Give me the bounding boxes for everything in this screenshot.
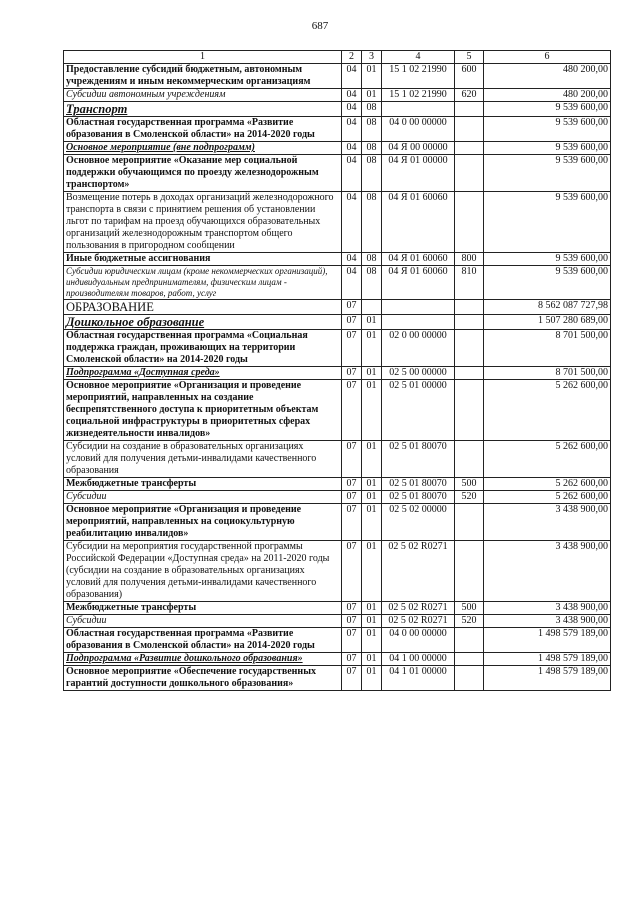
section-cell: 07: [342, 653, 362, 666]
section-cell: 07: [342, 666, 362, 691]
table-row: [64, 192, 611, 253]
target-article-cell: 02 5 01 00000: [382, 380, 455, 441]
target-article-cell: 02 5 02 00000: [382, 504, 455, 541]
target-article-cell: 02 5 01 80070: [382, 491, 455, 504]
page-number: 687: [311, 20, 329, 32]
subsection-cell: 08: [362, 253, 382, 266]
expense-type-cell: [455, 155, 484, 192]
row-name-cell: Иные бюджетные ассигнования: [64, 253, 342, 266]
row-name-cell: Областная государственная программа «Развитие образования в Смоленской области» на 2014-2020 годы: [64, 628, 342, 653]
row-name-cell: Субсидии автономным учреждениям: [64, 89, 342, 102]
subsection-cell: 01: [362, 478, 382, 491]
expense-type-cell: [455, 504, 484, 541]
section-cell: 07: [342, 628, 362, 653]
section-cell: 07: [342, 491, 362, 504]
amount-cell: 3 438 900,00: [484, 615, 611, 628]
section-cell: 04: [342, 117, 362, 142]
subsection-cell: 08: [362, 266, 382, 300]
row-name-cell: Субсидии на создание в образовательных организациях условий для получения детьми-инвалидами качественного образования: [64, 441, 342, 478]
row-name-cell: Основное мероприятие «Организация и проведение мероприятий, направленных на социокультурную реабилитацию инвалидов»: [64, 504, 342, 541]
subsection-cell: 01: [362, 491, 382, 504]
table-row: [64, 266, 611, 300]
row-name-cell: Подпрограмма «Доступная среда»: [64, 367, 342, 380]
row-name-cell: Предоставление субсидий бюджетным, автономным учреждениям и иным некоммерческим организациям: [64, 64, 342, 89]
amount-cell: 9 539 600,00: [484, 102, 611, 117]
expense-type-cell: 520: [455, 491, 484, 504]
target-article-cell: 04 Я 01 60060: [382, 266, 455, 300]
expense-type-cell: [455, 102, 484, 117]
amount-cell: 8 701 500,00: [484, 367, 611, 380]
row-name-cell: Основное мероприятие «Организация и проведение мероприятий, направленных на создание беспрепятственного доступа к приоритетным объектам социальной инфраструктуры в приоритетных сферах жизнедеятельности инвалидов»: [64, 380, 342, 441]
table-body: [64, 64, 611, 691]
amount-cell: 8 562 087 727,98: [484, 300, 611, 315]
row-name-cell: Областная государственная программа «Развитие образования в Смоленской области» на 2014-2020 годы: [64, 117, 342, 142]
section-cell: 04: [342, 142, 362, 155]
subsection-cell: 01: [362, 653, 382, 666]
section-cell: 04: [342, 253, 362, 266]
section-cell: 07: [342, 602, 362, 615]
amount-cell: 5 262 600,00: [484, 441, 611, 478]
expense-type-cell: [455, 380, 484, 441]
table-row: [64, 478, 611, 491]
target-article-cell: 02 5 02 R0271: [382, 541, 455, 602]
amount-cell: 9 539 600,00: [484, 117, 611, 142]
amount-cell: 1 498 579 189,00: [484, 628, 611, 653]
row-name-cell: Основное мероприятие «Обеспечение государственных гарантий доступности дошкольного образования»: [64, 666, 342, 691]
amount-cell: 9 539 600,00: [484, 253, 611, 266]
target-article-cell: 04 0 00 00000: [382, 117, 455, 142]
amount-cell: 5 262 600,00: [484, 491, 611, 504]
table-row: [64, 380, 611, 441]
subsection-cell: 01: [362, 315, 382, 330]
section-cell: 07: [342, 380, 362, 441]
table-row: [64, 504, 611, 541]
expense-type-cell: [455, 117, 484, 142]
header-col-5: 5: [455, 51, 484, 64]
target-article-cell: 02 5 01 80070: [382, 441, 455, 478]
target-article-cell: 04 1 01 00000: [382, 666, 455, 691]
amount-cell: 1 498 579 189,00: [484, 666, 611, 691]
budget-table: [63, 50, 611, 691]
table-row: [64, 64, 611, 89]
amount-cell: 9 539 600,00: [484, 192, 611, 253]
row-name-cell: Транспорт: [64, 102, 342, 117]
table-row: [64, 441, 611, 478]
header-col-6: 6: [484, 51, 611, 64]
subsection-cell: 01: [362, 64, 382, 89]
subsection-cell: 01: [362, 615, 382, 628]
table-row: [64, 300, 611, 315]
target-article-cell: 04 Я 01 60060: [382, 253, 455, 266]
section-cell: 07: [342, 315, 362, 330]
section-cell: 07: [342, 300, 362, 315]
expense-type-cell: 800: [455, 253, 484, 266]
expense-type-cell: [455, 441, 484, 478]
expense-type-cell: [455, 628, 484, 653]
row-name-cell: Возмещение потерь в доходах организаций железнодорожного транспорта в связи с принятием решения об установлении льгот по тарифам на проезд обучающихся образовательных организаций железнодорожным транспортом общего пользования в пригородном сообщении: [64, 192, 342, 253]
section-cell: 07: [342, 330, 362, 367]
amount-cell: 3 438 900,00: [484, 541, 611, 602]
subsection-cell: 01: [362, 666, 382, 691]
expense-type-cell: 620: [455, 89, 484, 102]
table-row: [64, 602, 611, 615]
target-article-cell: 02 0 00 00000: [382, 330, 455, 367]
row-name-cell: Субсидии на мероприятия государственной программы Российской Федерации «Доступная среда» на 2011-2020 годы (субсидии на создание в образовательных организациях условий для получения детьми-инвалидами качественного образования): [64, 541, 342, 602]
target-article-cell: 15 1 02 21990: [382, 64, 455, 89]
amount-cell: 3 438 900,00: [484, 504, 611, 541]
table-row: [64, 155, 611, 192]
amount-cell: 5 262 600,00: [484, 478, 611, 491]
section-cell: 07: [342, 615, 362, 628]
section-cell: 07: [342, 367, 362, 380]
amount-cell: 8 701 500,00: [484, 330, 611, 367]
target-article-cell: [382, 315, 455, 330]
subsection-cell: 01: [362, 541, 382, 602]
expense-type-cell: [455, 330, 484, 367]
subsection-cell: 08: [362, 155, 382, 192]
section-cell: 04: [342, 192, 362, 253]
subsection-cell: [362, 300, 382, 315]
table-row: [64, 117, 611, 142]
amount-cell: 5 262 600,00: [484, 380, 611, 441]
amount-cell: 9 539 600,00: [484, 155, 611, 192]
target-article-cell: 02 5 02 R0271: [382, 602, 455, 615]
row-name-cell: Подпрограмма «Развитие дошкольного образования»: [64, 653, 342, 666]
target-article-cell: 02 5 00 00000: [382, 367, 455, 380]
expense-type-cell: 500: [455, 602, 484, 615]
table-row: [64, 615, 611, 628]
amount-cell: 480 200,00: [484, 64, 611, 89]
table-row: [64, 89, 611, 102]
expense-type-cell: [455, 367, 484, 380]
subsection-cell: 01: [362, 628, 382, 653]
target-article-cell: 04 0 00 00000: [382, 628, 455, 653]
section-cell: 04: [342, 266, 362, 300]
subsection-cell: 01: [362, 504, 382, 541]
subsection-cell: 08: [362, 142, 382, 155]
target-article-cell: 04 Я 00 00000: [382, 142, 455, 155]
table-row: [64, 253, 611, 266]
expense-type-cell: [455, 541, 484, 602]
target-article-cell: 04 1 00 00000: [382, 653, 455, 666]
row-name-cell: ОБРАЗОВАНИЕ: [64, 300, 342, 315]
target-article-cell: 02 5 01 80070: [382, 478, 455, 491]
subsection-cell: 08: [362, 192, 382, 253]
target-article-cell: 02 5 02 R0271: [382, 615, 455, 628]
subsection-cell: 08: [362, 102, 382, 117]
section-cell: 07: [342, 541, 362, 602]
table-row: [64, 315, 611, 330]
subsection-cell: 01: [362, 330, 382, 367]
subsection-cell: 01: [362, 441, 382, 478]
row-name-cell: Дошкольное образование: [64, 315, 342, 330]
row-name-cell: Областная государственная программа «Социальная поддержка граждан, проживающих на территории Смоленской области» на 2014-2020 годы: [64, 330, 342, 367]
table-row: [64, 666, 611, 691]
amount-cell: 9 539 600,00: [484, 266, 611, 300]
section-cell: 07: [342, 441, 362, 478]
section-cell: 04: [342, 102, 362, 117]
expense-type-cell: [455, 192, 484, 253]
row-name-cell: Субсидии: [64, 615, 342, 628]
subsection-cell: 08: [362, 117, 382, 142]
expense-type-cell: 500: [455, 478, 484, 491]
subsection-cell: 01: [362, 367, 382, 380]
table-row: [64, 102, 611, 117]
table-row: [64, 330, 611, 367]
expense-type-cell: [455, 300, 484, 315]
amount-cell: 3 438 900,00: [484, 602, 611, 615]
table-row: [64, 653, 611, 666]
header-col-1: 1: [64, 51, 342, 64]
section-cell: 04: [342, 155, 362, 192]
amount-cell: 480 200,00: [484, 89, 611, 102]
table-row: [64, 142, 611, 155]
subsection-cell: 01: [362, 380, 382, 441]
expense-type-cell: 600: [455, 64, 484, 89]
expense-type-cell: [455, 653, 484, 666]
target-article-cell: 15 1 02 21990: [382, 89, 455, 102]
amount-cell: 1 507 280 689,00: [484, 315, 611, 330]
expense-type-cell: 810: [455, 266, 484, 300]
section-cell: 04: [342, 89, 362, 102]
subsection-cell: 01: [362, 602, 382, 615]
header-row: [64, 51, 611, 64]
amount-cell: 1 498 579 189,00: [484, 653, 611, 666]
target-article-cell: [382, 300, 455, 315]
target-article-cell: 04 Я 01 00000: [382, 155, 455, 192]
expense-type-cell: [455, 666, 484, 691]
table-row: [64, 367, 611, 380]
header-col-3: 3: [362, 51, 382, 64]
target-article-cell: [382, 102, 455, 117]
amount-cell: 9 539 600,00: [484, 142, 611, 155]
row-name-cell: Межбюджетные трансферты: [64, 478, 342, 491]
subsection-cell: 01: [362, 89, 382, 102]
row-name-cell: Основное мероприятие «Оказание мер социальной поддержки обучающимся по проезду железнодорожным транспортом»: [64, 155, 342, 192]
header-col-4: 4: [382, 51, 455, 64]
table-row: [64, 628, 611, 653]
header-col-2: 2: [342, 51, 362, 64]
expense-type-cell: 520: [455, 615, 484, 628]
row-name-cell: Субсидии: [64, 491, 342, 504]
row-name-cell: Межбюджетные трансферты: [64, 602, 342, 615]
section-cell: 07: [342, 504, 362, 541]
expense-type-cell: [455, 315, 484, 330]
row-name-cell: Основное мероприятие (вне подпрограмм): [64, 142, 342, 155]
section-cell: 04: [342, 64, 362, 89]
table-row: [64, 541, 611, 602]
row-name-cell: Субсидии юридическим лицам (кроме некоммерческих организаций), индивидуальным предпринимателям, физическим лицам - производителям товаров, работ, услуг: [64, 266, 342, 300]
target-article-cell: 04 Я 01 60060: [382, 192, 455, 253]
table-row: [64, 491, 611, 504]
section-cell: 07: [342, 478, 362, 491]
expense-type-cell: [455, 142, 484, 155]
